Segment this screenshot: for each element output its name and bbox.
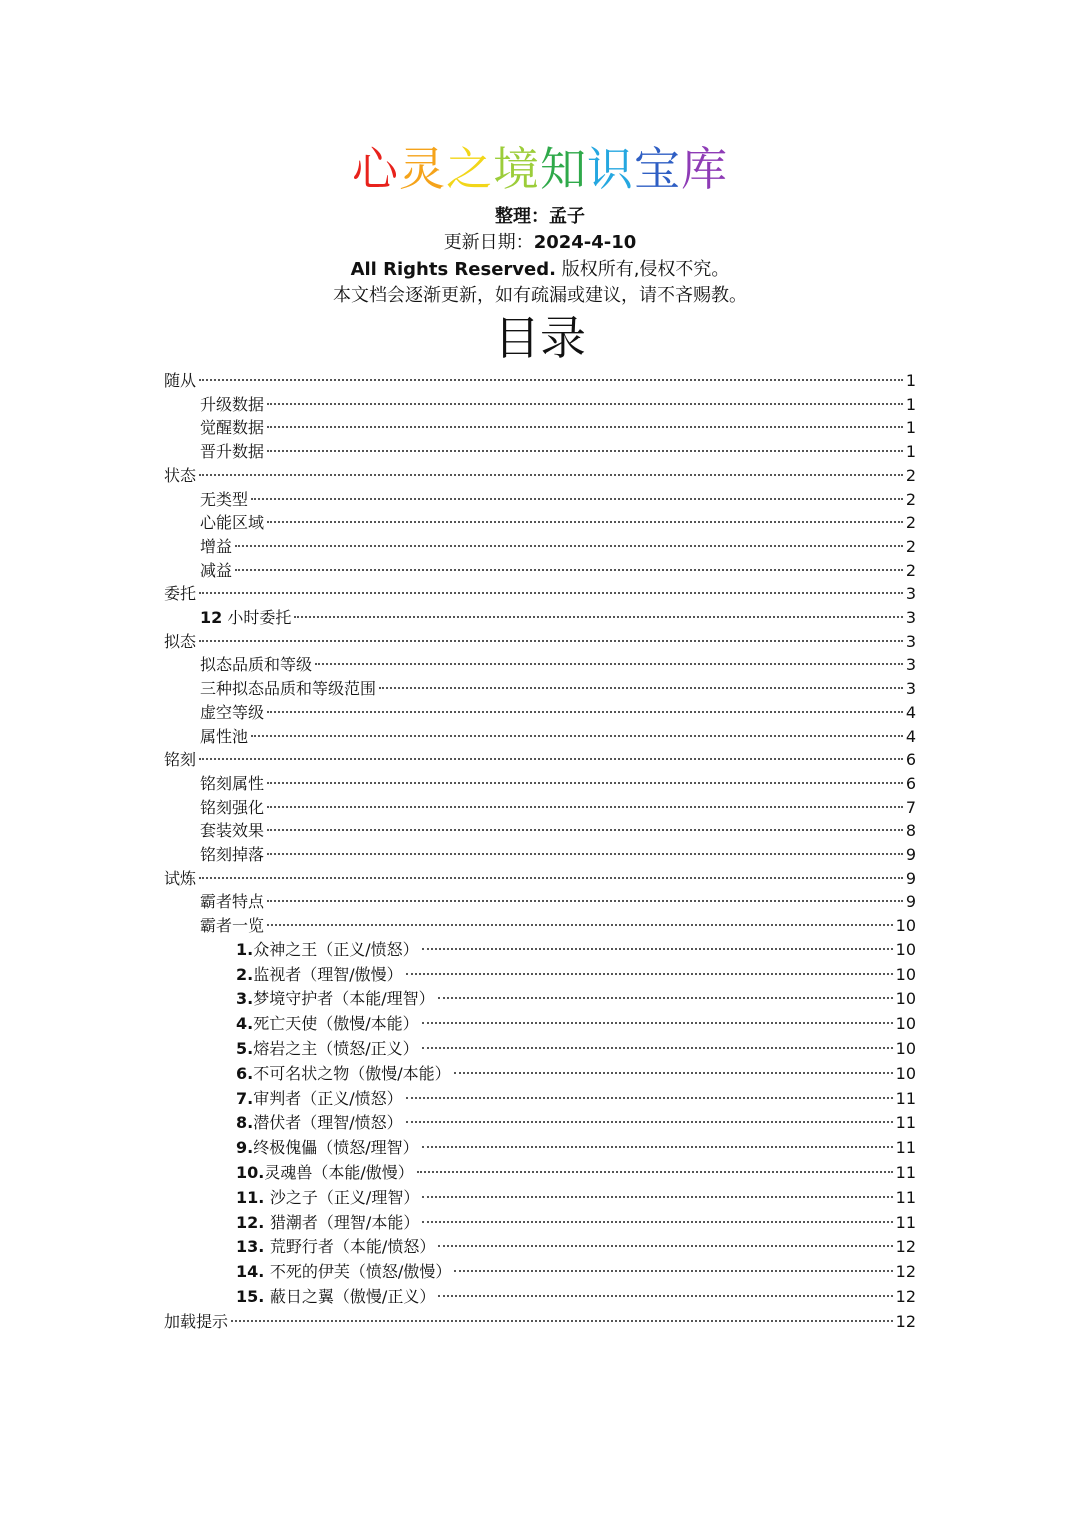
toc-entry-label: 13. 荒野行者（本能/愤怒） <box>236 1237 436 1257</box>
toc-entry[interactable] <box>200 559 916 583</box>
toc-leader-dots <box>267 924 893 926</box>
rights-en: All Rights Reserved. <box>350 259 556 280</box>
toc-leader-dots <box>315 663 903 665</box>
toc-leader-dots <box>199 379 903 381</box>
toc-entry[interactable] <box>164 464 916 488</box>
toc-page-number: 11 <box>895 1163 916 1182</box>
toc-leader-dots <box>422 1022 893 1024</box>
toc-leader-dots <box>422 1047 893 1049</box>
toc-leader-dots <box>267 426 903 428</box>
toc-page-number: 4 <box>905 702 916 722</box>
toc-entry-label: 减益 <box>200 560 233 580</box>
toc-page-number: 2 <box>905 560 916 580</box>
toc-leader-dots <box>438 1245 892 1247</box>
toc-page-number: 12 <box>895 1262 916 1282</box>
toc-entry[interactable] <box>236 1111 916 1135</box>
toc-leader-dots <box>267 900 903 902</box>
toc-leader-dots <box>199 474 903 476</box>
toc-entry[interactable] <box>200 606 916 630</box>
toc-entry-label: 升级数据 <box>200 394 265 414</box>
toc-entry-label: 无类型 <box>200 489 249 509</box>
toc-page-number: 8 <box>905 821 916 841</box>
toc-entry-label: 11. 沙之子（正义/理智） <box>236 1187 420 1207</box>
title-char: 境 <box>493 142 540 196</box>
toc-entry-label: 7.审判者（正义/愤怒） <box>236 1088 403 1108</box>
toc-entry-label: 铭刻属性 <box>200 773 265 793</box>
toc-entry[interactable] <box>200 843 916 867</box>
toc-page-number: 12 <box>895 1311 916 1331</box>
toc-entry-label: 晋升数据 <box>200 442 265 462</box>
toc-entry[interactable] <box>164 369 916 393</box>
editor-line: 整理：孟子 <box>495 206 585 227</box>
toc-entry[interactable] <box>164 582 916 606</box>
toc-leader-dots <box>454 1270 892 1272</box>
toc-entry-label: 9.终极傀儡（愤怒/理智） <box>236 1138 419 1158</box>
toc-leader-dots <box>422 948 893 950</box>
toc-entry[interactable] <box>200 677 916 701</box>
toc-entry[interactable] <box>236 938 916 962</box>
toc-page-number: 6 <box>905 750 916 770</box>
toc-entry[interactable] <box>200 914 916 938</box>
toc-entry-label: 8.潜伏者（理智/愤怒） <box>236 1113 403 1133</box>
toc-leader-dots <box>267 853 903 855</box>
toc-page-number: 11 <box>895 1212 916 1232</box>
toc-entry[interactable] <box>164 630 916 654</box>
toc-page-number: 1 <box>905 418 916 438</box>
toc-entry-label: 虚空等级 <box>200 702 265 722</box>
toc-entry[interactable] <box>200 796 916 820</box>
toc-page-number: 9 <box>905 845 916 864</box>
toc-entry-label: 14. 不死的伊芙（愤怒/傲慢） <box>236 1262 452 1282</box>
toc-entry[interactable] <box>236 1186 916 1210</box>
toc-entry[interactable] <box>200 416 916 440</box>
title-char: 识 <box>587 142 634 196</box>
title-char: 灵 <box>399 142 446 196</box>
toc-page-number: 2 <box>905 513 916 533</box>
toc-leader-dots <box>267 711 903 713</box>
update-date-line <box>0 230 1080 256</box>
toc-entry[interactable] <box>164 867 916 891</box>
toc-entry-label: 12. 猎潮者（理智/本能） <box>236 1212 420 1232</box>
toc-leader-dots <box>438 1295 892 1297</box>
toc-entry[interactable] <box>236 1211 916 1235</box>
toc-page-number: 12 <box>895 1287 916 1306</box>
title-char: 心 <box>352 142 399 196</box>
toc-entry-label: 2.监视者（理智/傲慢） <box>236 964 403 984</box>
toc-entry[interactable] <box>200 819 916 843</box>
toc-entry[interactable] <box>200 393 916 417</box>
toc-leader-dots <box>267 403 903 405</box>
toc-page-number: 1 <box>905 371 916 390</box>
toc-entry-label: 10.灵魂兽（本能/傲慢） <box>236 1163 414 1182</box>
toc-entry-label: 拟态品质和等级 <box>200 655 313 675</box>
toc-leader-dots <box>199 592 903 594</box>
toc-entry-label: 加载提示 <box>164 1311 229 1331</box>
toc-entry-label: 随从 <box>164 371 197 390</box>
toc-leader-dots <box>251 735 903 737</box>
toc-entry-label: 15. 蔽日之翼（傲慢/正义） <box>236 1287 436 1306</box>
toc-page-number: 3 <box>905 631 916 651</box>
toc-page-number: 3 <box>905 584 916 604</box>
toc-page-number: 11 <box>895 1088 916 1108</box>
toc-entry[interactable] <box>236 1012 916 1036</box>
toc-entry[interactable] <box>236 1062 916 1086</box>
toc-entry-label: 铭刻强化 <box>200 797 265 817</box>
toc-entry-label: 12 小时委托 <box>200 608 292 627</box>
toc-entry-label: 增益 <box>200 536 233 556</box>
toc-entry[interactable] <box>200 701 916 725</box>
toc-entry-label: 三种拟态品质和等级范围 <box>200 679 377 699</box>
toc-leader-dots <box>251 498 903 500</box>
toc-page-number: 6 <box>905 773 916 793</box>
toc-leader-dots <box>199 640 903 642</box>
toc-page-number: 2 <box>905 536 916 556</box>
toc-entry[interactable] <box>164 1310 916 1334</box>
update-note: 本文档会逐渐更新，如有疏漏或建议，请不吝赐教。 <box>333 285 747 306</box>
toc-leader-dots <box>267 829 903 831</box>
toc-leader-dots <box>417 1171 893 1173</box>
toc-leader-dots <box>422 1196 892 1198</box>
toc-leader-dots <box>406 1121 893 1123</box>
toc-leader-dots <box>199 877 903 879</box>
title-char: 知 <box>540 142 587 196</box>
toc-leader-dots <box>199 758 903 760</box>
toc-leader-dots <box>406 973 893 975</box>
toc-entry-label: 4.死亡天使（傲慢/本能） <box>236 1014 419 1034</box>
toc-entry-label: 拟态 <box>164 631 197 651</box>
toc-entry[interactable] <box>200 535 916 559</box>
toc-leader-dots <box>267 521 903 523</box>
toc-heading: 目录 <box>494 311 586 365</box>
title-char: 之 <box>446 142 493 196</box>
toc-page-number: 7 <box>905 797 916 817</box>
toc-entry[interactable] <box>236 1260 916 1284</box>
toc-page-number: 10 <box>895 939 916 959</box>
toc-leader-dots <box>438 997 893 999</box>
toc-page-number: 2 <box>905 489 916 509</box>
toc-entry-label: 觉醒数据 <box>200 418 265 438</box>
toc-leader-dots <box>231 1320 893 1322</box>
toc-leader-dots <box>294 616 902 618</box>
toc-entry-label: 3.梦境守护者（本能/理智） <box>236 989 435 1009</box>
toc-entry-label: 霸者特点 <box>200 892 265 912</box>
toc-entry[interactable] <box>236 963 916 987</box>
toc-page-number: 9 <box>905 892 916 912</box>
toc-entry-label: 6.不可名状之物（傲慢/本能） <box>236 1063 451 1083</box>
rights-cn: 版权所有,侵权不究。 <box>555 259 730 280</box>
toc-entry[interactable] <box>200 725 916 749</box>
toc-entry-label: 1.众神之王（正义/愤怒） <box>236 939 419 959</box>
toc-entry-label: 5.熔岩之主（愤怒/正义） <box>236 1039 419 1058</box>
toc-page-number: 11 <box>895 1113 916 1133</box>
toc-page-number: 3 <box>905 655 916 675</box>
toc-page-number: 11 <box>895 1187 916 1207</box>
toc-page-number: 10 <box>895 1039 916 1058</box>
toc-entry-label: 霸者一览 <box>200 916 265 936</box>
toc-entry[interactable] <box>200 890 916 914</box>
toc-page-number: 3 <box>905 679 916 699</box>
rights-line <box>0 257 1080 283</box>
toc-entry-label: 铭刻 <box>164 750 197 770</box>
toc-leader-dots <box>267 806 903 808</box>
toc-entry[interactable] <box>236 1235 916 1259</box>
toc-page-number: 1 <box>905 442 916 462</box>
toc-leader-dots <box>235 569 903 571</box>
toc-leader-dots <box>406 1097 893 1099</box>
toc-leader-dots <box>422 1146 893 1148</box>
toc-page-number: 9 <box>905 868 916 888</box>
toc-entry[interactable] <box>200 440 916 464</box>
toc-entry[interactable] <box>236 1285 916 1309</box>
title-char: 宝 <box>634 142 681 196</box>
toc-entry-label: 属性池 <box>200 726 249 746</box>
toc-entry-label: 铭刻掉落 <box>200 845 265 864</box>
toc-entry-label: 状态 <box>164 465 197 485</box>
toc-entry[interactable] <box>200 653 916 677</box>
toc-entry[interactable] <box>236 1087 916 1111</box>
update-date-label: 更新日期： <box>443 232 534 253</box>
toc-entry-label: 委托 <box>164 584 197 604</box>
toc-page-number: 11 <box>895 1138 916 1158</box>
toc-entry[interactable] <box>236 1037 916 1061</box>
title-char: 库 <box>681 142 728 196</box>
toc-page-number: 10 <box>895 916 916 936</box>
toc-leader-dots <box>267 782 903 784</box>
toc-leader-dots <box>235 545 903 547</box>
toc-page-number: 4 <box>905 726 916 746</box>
toc-page-number: 1 <box>905 394 916 414</box>
toc-entry[interactable] <box>200 488 916 512</box>
toc-entry-label: 心能区域 <box>200 513 265 533</box>
toc-page-number: 10 <box>895 989 916 1009</box>
toc-entry[interactable] <box>200 511 916 535</box>
toc-leader-dots <box>379 687 903 689</box>
toc-leader-dots <box>422 1221 892 1223</box>
toc-entry[interactable] <box>236 1136 916 1160</box>
toc-page-number: 12 <box>895 1237 916 1257</box>
toc-entry-label: 试炼 <box>164 868 197 888</box>
toc-entry[interactable] <box>236 1161 916 1185</box>
toc-page-number: 10 <box>895 964 916 984</box>
document-title <box>0 138 1080 200</box>
toc-page-number: 3 <box>905 608 916 627</box>
toc-entry[interactable] <box>236 987 916 1011</box>
toc-page-number: 10 <box>895 1014 916 1034</box>
toc-page-number: 10 <box>895 1063 916 1083</box>
toc-leader-dots <box>267 450 903 452</box>
toc-entry[interactable] <box>164 748 916 772</box>
toc-page-number: 2 <box>905 465 916 485</box>
toc-entry-label: 套装效果 <box>200 821 265 841</box>
toc-leader-dots <box>454 1072 893 1074</box>
update-date-value: 2024-4-10 <box>533 232 637 253</box>
toc-entry[interactable] <box>200 772 916 796</box>
